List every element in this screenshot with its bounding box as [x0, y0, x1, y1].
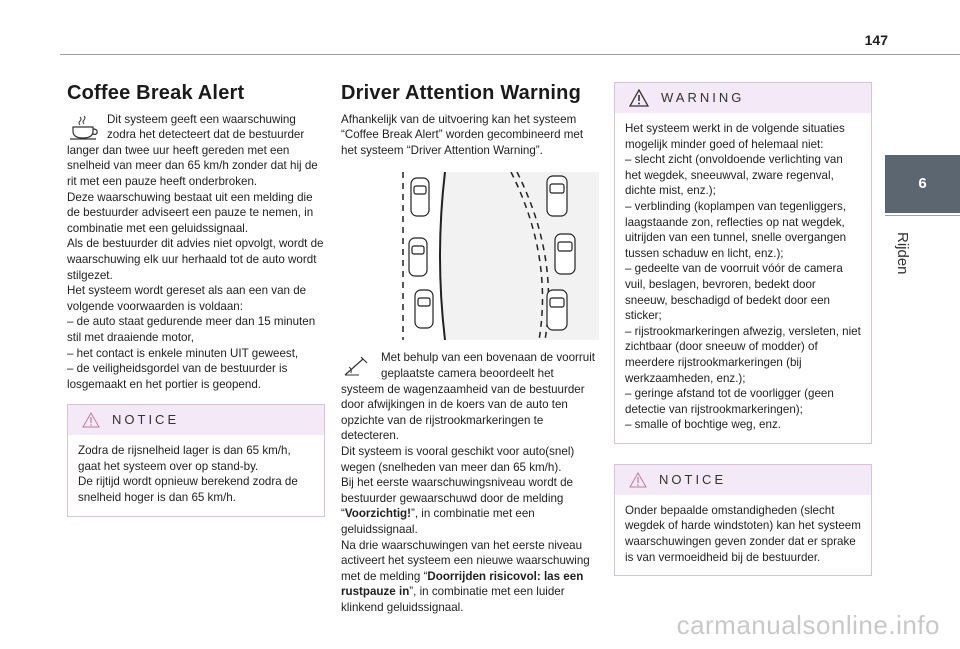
chapter-title: Rijden [894, 232, 911, 275]
header-rule [60, 54, 960, 55]
warning-line-1: Het systeem werkt in de volgende situaties mogelijk minder goed of helemaal niet: [625, 122, 845, 151]
first-level-text-a: Bij het eerste waarschuwingsniveau wordt de bestuurder gewaarschuwd door de melding “ [341, 476, 573, 521]
chapter-tab[interactable]: 6 [885, 155, 960, 213]
warning-line-5: – rijstrookmarkeringen afwezig, versleten, niet zichtbaar (door sneeuw of modder) of meerdere rijstrookmarkeringen (bij werkzaamheden, enz.); [625, 324, 861, 385]
warning-header [615, 83, 871, 113]
warning-body [615, 113, 871, 443]
warning-triangle-icon [82, 412, 100, 428]
driver-attention-title: Driver Attention Warning [341, 82, 581, 104]
warning-line-4: – gedeelte van de voorruit vóór de camera vuil, beslagen, bevroren, bedekt door sneeuw, beschadigd of bedekt door een sticker; [625, 262, 843, 323]
notice-label-2: NOTICE [659, 472, 727, 488]
notice-line-1: Zodra de rijsnelheid lager is dan 65 km/h, gaat het systeem over op stand-by. [78, 444, 291, 473]
warnings-column [614, 82, 872, 576]
warning-triangle-icon [629, 89, 649, 107]
coffee-break-title: Coffee Break Alert [67, 82, 245, 104]
coffee-break-line-7: – de veiligheidsgordel van de bestuurder is losgemaakt en het portier is geopend. [67, 362, 288, 391]
warning-triangle-icon [629, 472, 647, 488]
notice-2-line-1: Onder bepaalde omstandigheden (slecht wegdek of harde windstoten) kan het systeem waarschuwingen geven zonder dat er sprake is van vermoeidheid bij de bestuurder. [625, 503, 861, 564]
warning-label: WARNING [661, 90, 745, 106]
driver-attention-column [341, 82, 599, 615]
coffee-break-line-2: Deze waarschuwing bestaat uit een melding die de bestuurder adviseert een pauze te nemen, in combinatie met een geluidssignaal. [67, 190, 314, 235]
second-level-message: Doorrijden risicovol: las een rustpauze in [341, 569, 584, 599]
notice-header [68, 405, 324, 435]
first-level-line [341, 475, 599, 537]
coffee-break-line-1: Dit systeem geeft een waarschuwing zodra het detecteert dat de bestuurder langer dan twee uur heeft gereden met een snelheid van meer dan 65 km/h zonder dat hij de rit met een pauze heeft onderbroken. [67, 112, 318, 188]
highway-line: Dit systeem is vooral geschikt voor auto(snel) wegen (snelheden van meer dan 65 km/h). [341, 444, 575, 474]
coffee-cup-icon [67, 113, 103, 141]
chapter-rule [885, 215, 960, 216]
coffee-break-line-4: Het systeem wordt gereset als aan een van de volgende voorwaarden is voldaan: [67, 284, 307, 313]
first-level-message: Voorzichtig! [344, 507, 411, 521]
driver-attention-intro: Afhankelijk van de uitvoering kan het systeem “Coffee Break Alert” worden gecombineerd met het systeem “Driver Attention Warning”. [341, 112, 584, 157]
notice-header-2 [615, 465, 871, 495]
second-level-line [341, 538, 599, 616]
camera-line: Met behulp van een bovenaan de voorruit geplaatste camera beoordeelt het systeem de wagenzaamheid van de bestuurder door afwijkingen in de koers van de auto ten opzichte van de rijstrookmarkeringen te detecteren. [341, 351, 595, 443]
coffee-break-line-6: – het contact is enkele minuten UIT geweest, [67, 346, 299, 360]
second-level-text-b: ”, in combinatie met een luider klinkend geluidssignaal. [341, 585, 565, 614]
camera-icon [341, 351, 377, 379]
notice-body-2 [615, 495, 871, 575]
notice-line-2: De rijtijd wordt opnieuw berekend zodra de snelheid hoger is dan 65 km/h. [78, 475, 298, 505]
warning-line-3: – verblinding (koplampen van tegenliggers, laagstaande zon, reflecties op nat wegdek, uitrijden van een tunnel, snelle overgangen tussen schaduw en licht, enz.); [625, 199, 847, 260]
notice-box-2 [614, 464, 872, 576]
coffee-break-column [67, 82, 325, 517]
second-level-text-a: Na drie waarschuwingen van het eerste niveau activeert het systeem een nieuwe waarschuwing met de melding “ [341, 538, 590, 583]
coffee-break-intro [67, 112, 325, 190]
lane-drift-illustration [341, 172, 599, 340]
warning-line-7: – smalle of bochtige weg, enz. [625, 418, 781, 432]
notice-box [67, 404, 325, 516]
watermark: carmanualsonline.info [676, 610, 940, 640]
coffee-break-line-3: Als de bestuurder dit advies niet opvolgt, wordt de waarschuwing elk uur herhaald tot de auto wordt stilgezet. [67, 237, 324, 282]
warning-line-6: – geringe afstand tot de voorligger (geen detectie van rijstrookmarkeringen); [625, 387, 834, 416]
coffee-break-line-5: – de auto staat gedurende meer dan 15 minuten stil met draaiende motor, [67, 315, 316, 344]
warning-box [614, 82, 872, 444]
page-number: 147 [864, 32, 888, 48]
first-level-text-b: ”, in combinatie met een geluidssignaal. [341, 507, 535, 536]
notice-body [68, 435, 324, 515]
warning-line-2: – slecht zicht (onvoldoende verlichting van het wegdek, sneeuwval, zware regenval, dichte mist, enz.); [625, 153, 843, 198]
camera-paragraph [341, 350, 599, 444]
notice-label: NOTICE [112, 412, 180, 428]
